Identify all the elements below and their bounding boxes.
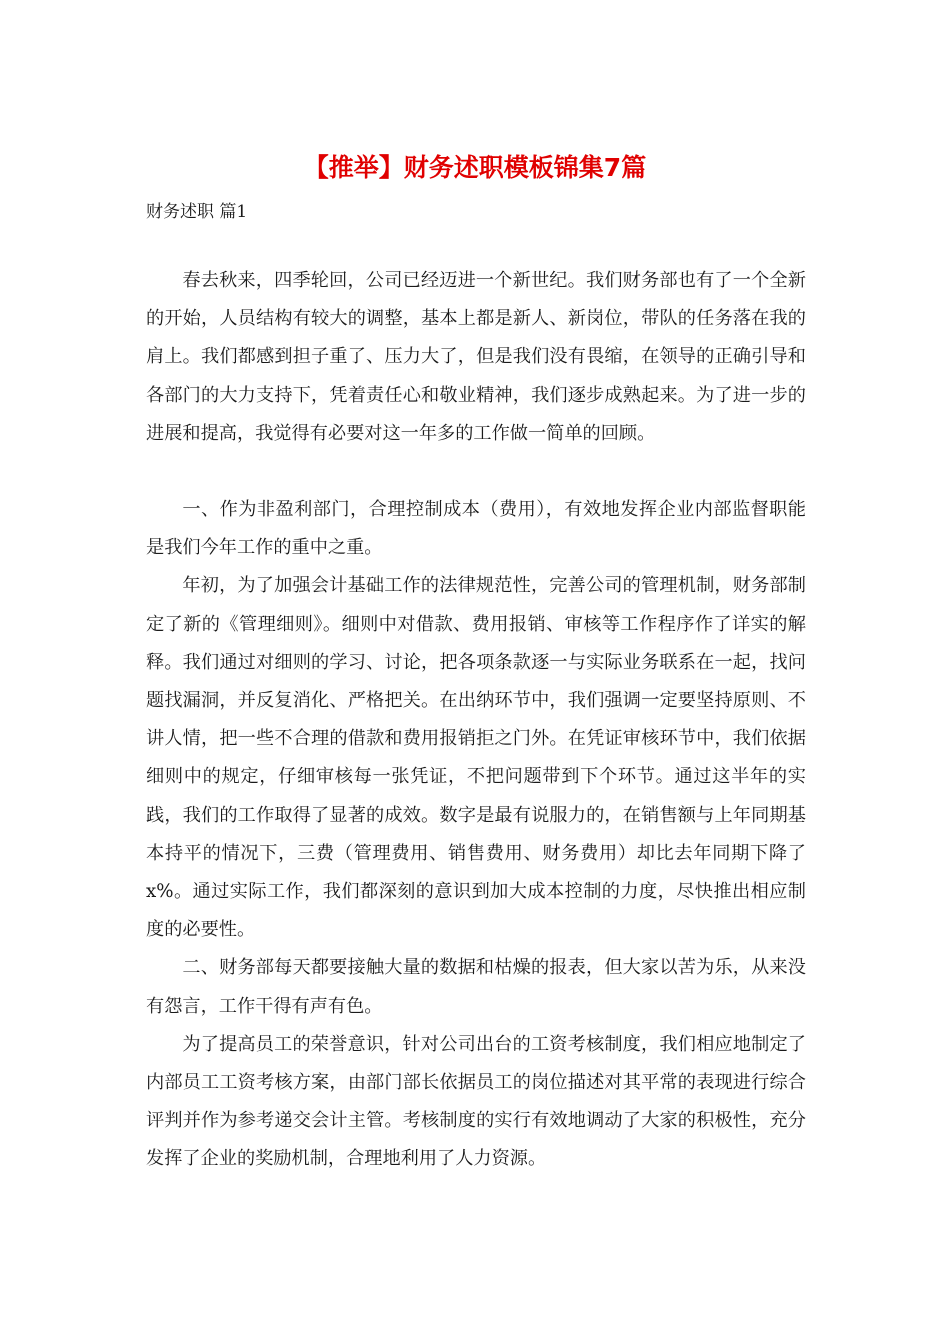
paragraph-point-two: 二、财务部每天都要接触大量的数据和枯燥的报表，但大家以苦为乐，从来没有怨言，工作干得有声有色。 (146, 957, 806, 1017)
paragraph-evaluation: 为了提高员工的荣誉意识，针对公司出台的工资考核制度，我们相应地制定了内部员工工资考核方案，由部门部长依据员工的岗位描述对其平常的表现进行综合评判并作为参考递交会计主管。考核制度的实行有效地调动了大家的积极性，充分发挥了企业的奖励机制，合理地利用了人力资源。 (146, 1033, 806, 1170)
paragraph-point-one: 一、作为非盈利部门，合理控制成本（费用），有效地发挥企业内部监督职能是我们今年工作的重中之重。 (146, 499, 806, 559)
paragraph-rules: 年初，为了加强会计基础工作的法律规范性，完善公司的管理机制，财务部制定了新的《管理细则》。细则中对借款、费用报销、审核等工作程序作了详实的解释。我们通过对细则的学习、讨论，把各项条款逐一与实际业务联系在一起，找问题找漏洞，并反复消化、严格把关。在出纳环节中，我们强调一定要坚持原则、不讲人情，把一些不合理的借款和费用报销拒之门外。在凭证审核环节中，我们依据细则中的规定，仔细审核每一张凭证，不把问题带到下个环节。通过这半年的实践，我们的工作取得了显著的成效。数字是最有说服力的，在销售额与上年同期基本持平的情况下，三费（管理费用、销售费用、财务费用）却比去年同期下降了x%。通过实际工作，我们都深刻的意识到加大成本控制的力度，尽快推出相应制度的必要性。 (146, 575, 806, 941)
paragraph-intro: 春去秋来，四季轮回，公司已经迈进一个新世纪。我们财务部也有了一个全新的开始，人员结构有较大的调整，基本上都是新人、新岗位，带队的任务落在我的肩上。我们都感到担子重了、压力大了，但是我们没有畏缩，在领导的正确引导和各部门的大力支持下，凭着责任心和敬业精神，我们逐步成熟起来。为了进一步的进展和提高，我觉得有必要对这一年多的工作做一简单的回顾。 (146, 270, 806, 444)
document-title: 【推举】财务述职模板锦集7篇 (303, 153, 647, 182)
paragraph-gap (146, 453, 806, 491)
section-label: 财务述职 篇1 (146, 202, 248, 222)
document-body (146, 262, 806, 1179)
